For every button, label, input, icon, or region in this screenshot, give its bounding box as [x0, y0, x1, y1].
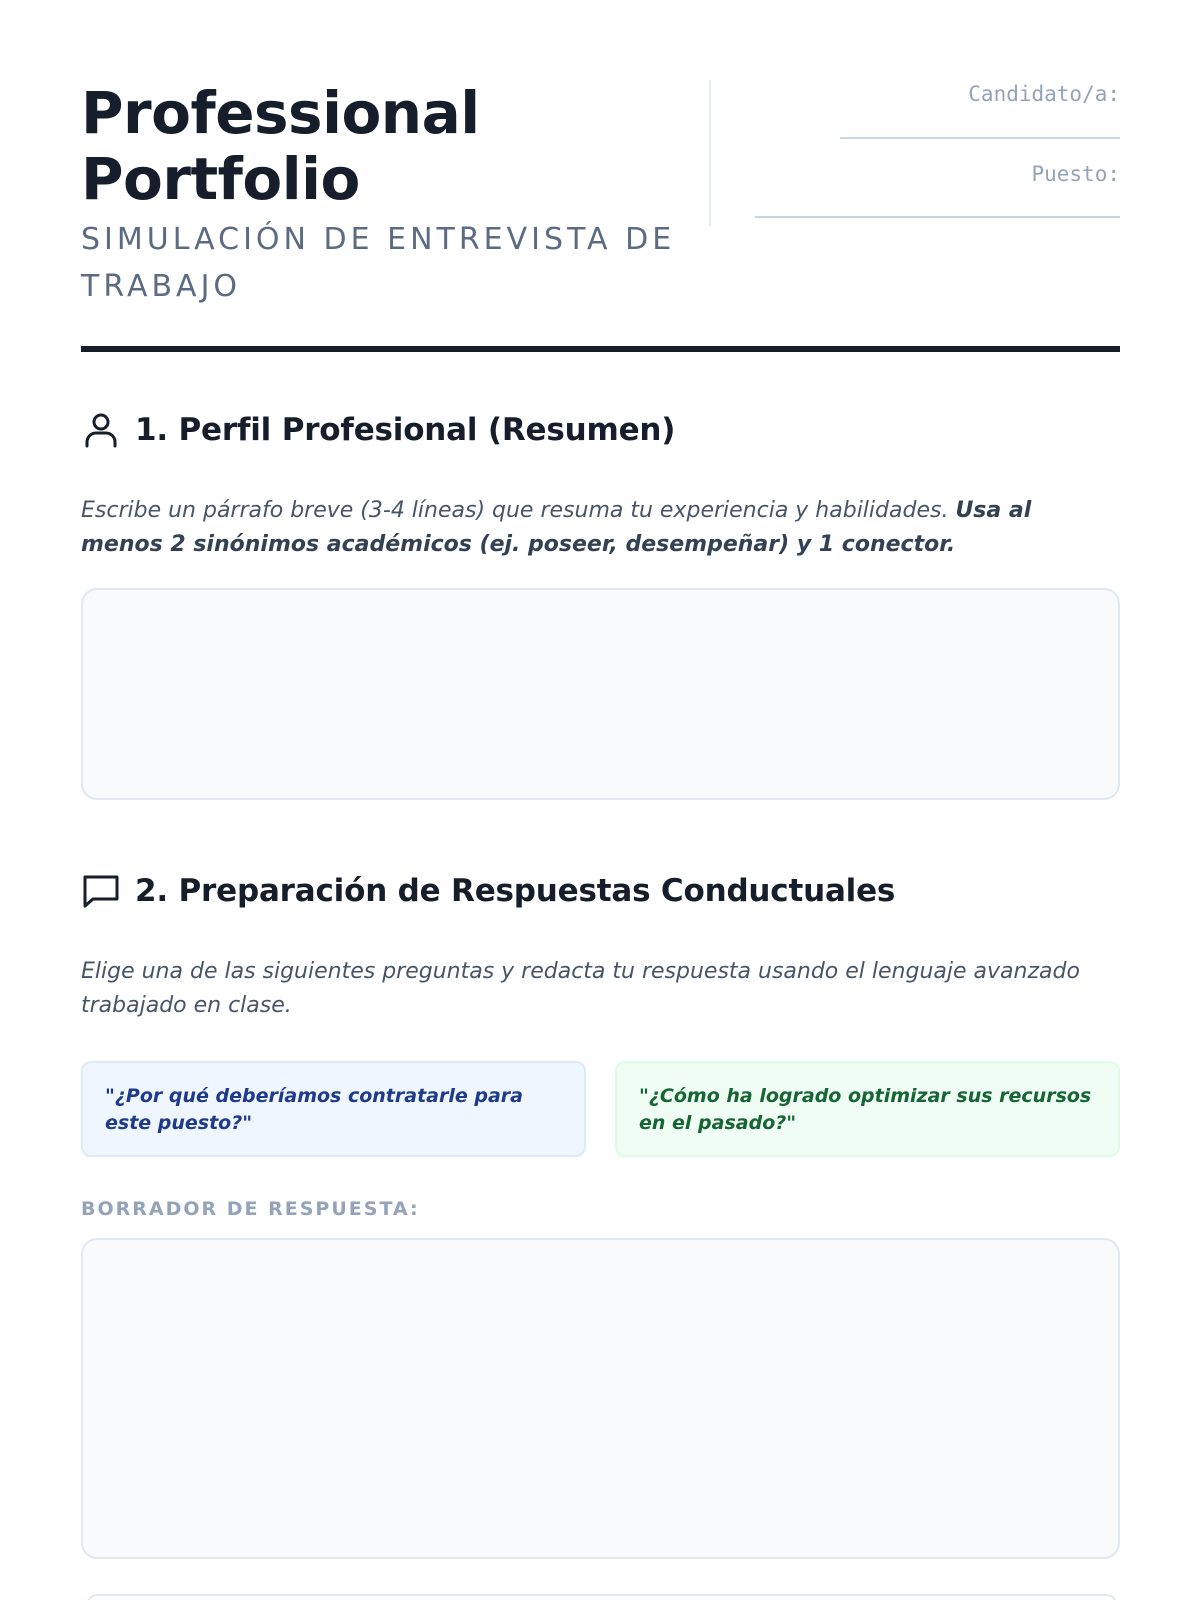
section-1-title: 1. Perfil Profesional (Resumen): [135, 412, 676, 448]
candidate-label: Candidato/a:: [968, 82, 1120, 106]
profile-summary-textarea[interactable]: [81, 588, 1120, 800]
portfolio-page: [81, 0, 1120, 1600]
chat-bubble-icon: [81, 871, 121, 911]
candidate-name-field[interactable]: [840, 137, 1120, 139]
draft-label: BORRADOR DE RESPUESTA:: [81, 1198, 420, 1220]
position-field[interactable]: [755, 216, 1120, 218]
title-line-2: Portfolio: [81, 145, 360, 213]
title-line-1: Professional: [81, 79, 480, 147]
section-1-instructions-text: Escribe un párrafo breve (3-4 líneas) que resuma tu experiencia y habilidades.: [81, 498, 956, 523]
candidate-row: [720, 80, 1120, 160]
section-1-heading: [81, 410, 675, 450]
question-card-resources[interactable]: "¿Cómo ha logrado optimizar sus recursos en el pasado?": [615, 1061, 1120, 1157]
draft-answer-textarea[interactable]: [81, 1238, 1120, 1559]
next-section-box-edge: [87, 1594, 1117, 1600]
section-2-title: 2. Preparación de Respuestas Conductuales: [135, 873, 896, 909]
question-options: [81, 1061, 1120, 1157]
page-header: [81, 80, 1120, 355]
question-card-hire[interactable]: "¿Por qué deberíamos contratarle para este puesto?": [81, 1061, 586, 1157]
header-rule: [81, 346, 1120, 352]
section-2-instructions: Elige una de las siguientes preguntas y redacta tu respuesta usando el lenguaje avanzado trabajado en clase.: [81, 959, 1080, 1018]
candidate-meta: [720, 80, 1120, 240]
page-title: [81, 80, 711, 212]
title-block: [81, 80, 711, 310]
position-row: [720, 160, 1120, 240]
section-1-instructions-emphasis: Usa al menos 2 sinónimos académicos (ej. poseer, desempeñar) y 1 conector.: [81, 498, 1032, 557]
page-subtitle: SIMULACIÓN DE ENTREVISTA DE TRABAJO: [81, 222, 676, 304]
section-1-instructions: [81, 494, 1120, 562]
header-divider: [709, 80, 711, 226]
user-icon: [81, 410, 121, 450]
section-2-heading: [81, 871, 895, 911]
position-label: Puesto:: [1031, 162, 1120, 186]
